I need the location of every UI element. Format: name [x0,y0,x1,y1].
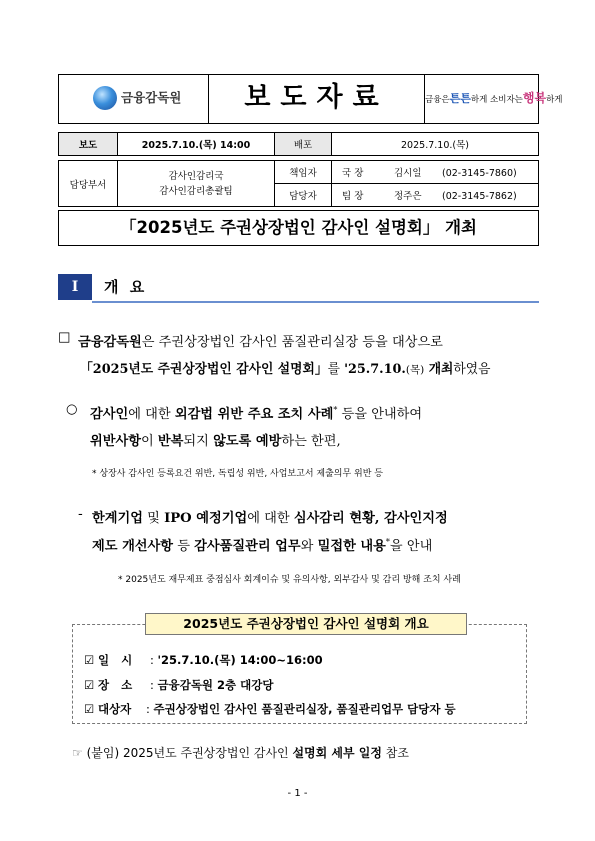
overview-value-target: 주권상장법인 감사인 품질관리실장, 품질관리업무 담당자 등 [153,702,456,716]
footnote-2: * 2025년도 재무제표 중점심사 회계이슈 및 유의사항, 외부감사 및 감리 방해 조치 사례 [118,575,461,585]
slogan-mid: 하게 소비자는 [470,95,523,105]
para1-rest: 은 주권상장법인 감사인 품질관리실장 등을 대상으로 [141,335,443,350]
para3-for: 에 대한 [247,511,294,526]
para3-line1 [92,507,448,526]
para1-particle: 를 [327,362,345,377]
overview-value-place: 금융감독원 2층 대강당 [157,678,274,692]
para2-rest2: 하는 한편, [281,434,341,449]
para1-weekday: (목) [405,364,425,376]
square-bullet-icon: □ [58,330,71,345]
slogan-word-2: 행복 [522,91,547,105]
checkbox-icon: ☑ [84,653,95,667]
overview-label-target: 대상자 [97,702,132,716]
circle-bullet-icon: ○ [66,402,78,417]
para2-line2 [90,430,341,449]
press-release-header [58,74,563,124]
distribution-label: 배포 [275,133,332,156]
distribution-value: 2025.7.10.(목) [332,133,539,156]
para2-asterisk: * [333,405,338,415]
para2-mid1: 이 [140,434,158,449]
responsible-phone: (02-3145-7860) [442,168,517,179]
release-info-table [58,132,539,156]
release-label: 보도 [59,133,118,156]
overview-label-date: 일 시 [97,653,137,667]
para3-asterisk: * [385,537,390,547]
slogan-pre: 금융은 [425,95,450,105]
colon: : [149,653,158,667]
reference-suffix: 참조 [381,746,409,760]
contact-phone: (02-3145-7862) [442,191,517,202]
para2-line1 [90,403,422,422]
reference-line [72,744,409,761]
para3-ipo: IPO 예정기업 [164,511,248,526]
para2-mid: 에 대한 [128,407,175,422]
overview-item-date [84,652,323,668]
dept-value [118,161,275,207]
footnote-1: * 상장사 감사인 등록요건 위반, 독립성 위반, 사업보고서 제출의무 위반 등 [92,469,383,479]
release-value: 2025.7.10.(목) 14:00 [118,133,275,156]
contact-person [332,184,539,207]
dept-line-2: 감사인감리총괄팀 [159,185,233,197]
para1-event-name: 「2025년도 주권상장법인 감사인 설명회」 [80,362,328,377]
para3-guide: 을 안내 [389,539,433,554]
para3-etc: 등 [173,539,195,554]
reference-prefix: (붙임) 2025년도 주권상장법인 감사인 [86,746,293,760]
slogan [425,75,563,123]
pointing-hand-icon: ☞ [72,746,83,760]
responsible-name: 김시일 [394,168,422,179]
para3-related: 밀접한 내용 [317,539,386,554]
dash-bullet-icon: - [78,507,83,522]
logo-text: 금융감독원 [121,90,182,105]
dept-line-1: 감사인감리국 [168,170,224,182]
para3-quality-work: 감사품질관리 업무 [194,539,301,554]
para3-line2 [92,535,432,554]
para2-violations: 위반사항 [90,434,141,449]
colon: : [149,678,158,692]
overview-value-date: '25.7.10.(목) 14:00~16:00 [157,653,323,667]
overview-item-target [84,701,456,717]
para3-and: 및 [142,511,165,526]
responsible-label: 책임자 [275,161,332,184]
para2-prevent: 않도록 예방 [213,434,282,449]
dept-label: 담당부서 [59,161,118,207]
para1-line2 [80,358,491,377]
overview-box-title: 2025년도 주권상장법인 감사인 설명회 개요 [145,613,467,635]
checkbox-icon: ☑ [84,702,95,716]
slogan-post: 하게 [546,95,563,105]
colon: : [145,702,154,716]
para2-repeat: 반복 [157,434,184,449]
contact-table [58,160,539,207]
para3-with: 와 [300,539,318,554]
para2-mid2: 되지 [183,434,214,449]
checkbox-icon: ☑ [84,678,95,692]
para1-bold: 금융감독원 [78,335,142,350]
fss-logo-icon [93,86,117,110]
press-release-title: 보도자료 [209,75,425,123]
contact-title: 팀 장 [342,191,364,202]
para1-held: 개최 [424,362,454,377]
contact-name: 정주은 [394,191,422,202]
para1-line1 [78,331,443,350]
overview-label-place: 장 소 [97,678,137,692]
contact-label: 담당자 [275,184,332,207]
para3-marginal: 한계기업 [92,511,143,526]
responsible-person [332,161,539,184]
reference-bold: 설명회 세부 일정 [292,746,382,760]
section-underline [92,301,539,303]
overview-item-place [84,677,274,693]
page-number: - 1 - [287,788,308,799]
para2-auditor: 감사인 [90,407,129,422]
para1-end: 하였음 [453,362,491,377]
slogan-word-1: 튼튼 [449,92,471,105]
responsible-title: 국 장 [342,168,364,179]
para1-date: '25.7.10. [344,362,406,377]
para2-violation-cases: 외감법 위반 주요 조치 사례 [174,407,334,422]
para3-improvements: 제도 개선사항 [92,539,174,554]
logo-cell [59,75,209,123]
section-title: 개 요 [104,278,148,296]
section-number: I [58,274,92,300]
para2-rest: 등을 안내하여 [337,407,423,422]
para3-review-status: 심사감리 현황, 감사인지정 [293,511,448,526]
document-title: 「2025년도 주권상장법인 감사인 설명회」 개최 [58,210,539,246]
